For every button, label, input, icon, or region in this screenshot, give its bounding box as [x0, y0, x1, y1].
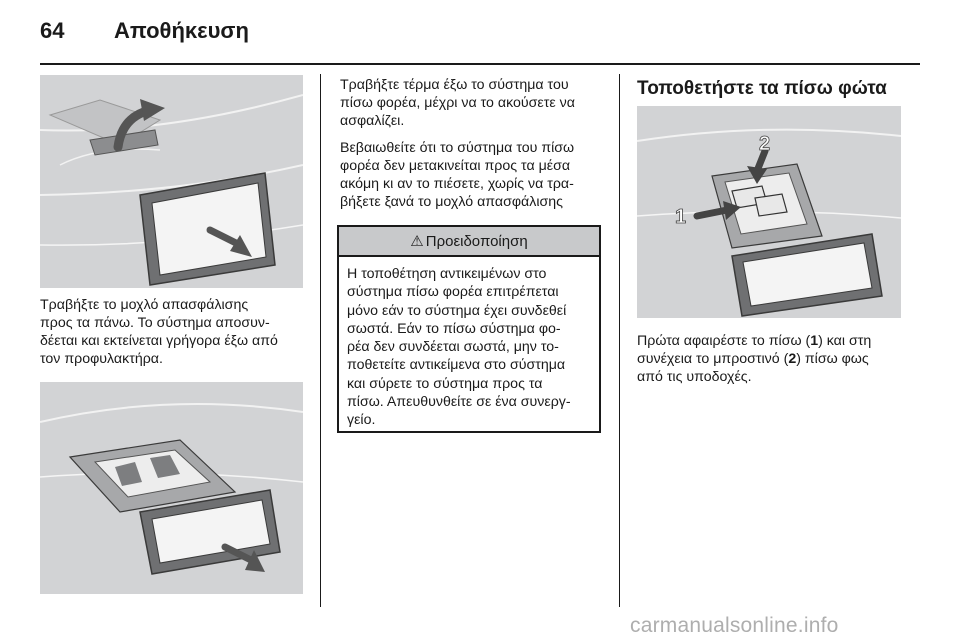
text-line: φορέα δεν μετακινείται προς τα μέσα [340, 158, 571, 174]
warning-box [337, 225, 601, 433]
text-line: ακόμη κι αν το πιέσετε, χωρίς να τρα- [340, 176, 574, 192]
column-divider-right [619, 74, 620, 607]
text-line: μόνο εάν το σύστημα έχει συνδεθεί [347, 302, 567, 319]
text-line: γείο. [347, 412, 376, 429]
text-line: Τραβήξτε το μοχλό απασφάλισης [40, 297, 249, 313]
instruction-pull-carrier [340, 76, 612, 130]
watermark: carmanualsonline.info [630, 614, 839, 637]
page-title: Αποθήκευση [114, 18, 249, 43]
rear-lights-drawing [637, 106, 901, 318]
warning-triangle-icon: ⚠ [410, 233, 424, 250]
rear-lights-illustration [637, 106, 901, 318]
text-line: και σύρετε το σύστημα προς τα [347, 375, 543, 392]
text-line: Η τοποθέτηση αντικειμένων στο [347, 266, 547, 282]
text-line: προς τα πάνω. Το σύστημα αποσυν- [40, 315, 270, 331]
instruction-pull-lever [40, 296, 315, 368]
release-lever-illustration [40, 75, 303, 288]
carrier-extended-illustration [40, 382, 303, 594]
header-divider [40, 63, 920, 65]
callout-2: 2 [759, 133, 771, 155]
text-line: σύστημα πίσω φορέα επιτρέπεται [347, 284, 559, 301]
instruction-remove-lights [637, 332, 909, 386]
warning-title: Προειδοποίηση [425, 232, 528, 250]
text-line: πίσω φορέα, μέχρι να το ακούσετε να [340, 95, 575, 111]
ref-number-2: 2 [788, 351, 797, 367]
bumper-lever-drawing [40, 75, 303, 288]
text-line: από τις υποδοχές. [637, 369, 752, 385]
page-number: 64 [40, 18, 65, 43]
callout-1: 1 [675, 206, 687, 228]
text-line: δέεται και εκτείνεται γρήγορα έξω από [40, 333, 278, 349]
text-line: σωστά. Εάν το πίσω σύστημα φο- [347, 320, 561, 337]
text-line: συνέχεια το μπροστινό (2) πίσω φως [637, 351, 869, 367]
text-line: βήξετε ξανά το μοχλό απασφάλισης [340, 194, 563, 210]
text-line: Βεβαιωθείτε ότι το σύστημα του πίσω [340, 140, 575, 156]
warning-header [339, 227, 599, 257]
instruction-verify-lock [340, 139, 612, 211]
text-line: ασφαλίζει. [340, 113, 405, 129]
text-line: πίσω. Απευθυνθείτε σε ένα συνεργ- [347, 394, 571, 411]
ref-number-1: 1 [810, 333, 819, 349]
carrier-pulled-drawing [40, 382, 303, 594]
text-line: τον προφυλακτήρα. [40, 351, 163, 367]
text-line: ρέα δεν συνδέεται σωστά, μην το- [347, 339, 559, 356]
text-line: ποθετείτε αντικείμενα στο σύστημα [347, 357, 566, 374]
column-divider-left [320, 74, 321, 607]
section-heading: Τοποθετήστε τα πίσω φώτα [637, 78, 887, 99]
text-line: Πρώτα αφαιρέστε το πίσω (1) και στη [637, 333, 872, 349]
warning-body [339, 257, 599, 430]
text-line: Τραβήξτε τέρμα έξω το σύστημα του [340, 77, 569, 93]
